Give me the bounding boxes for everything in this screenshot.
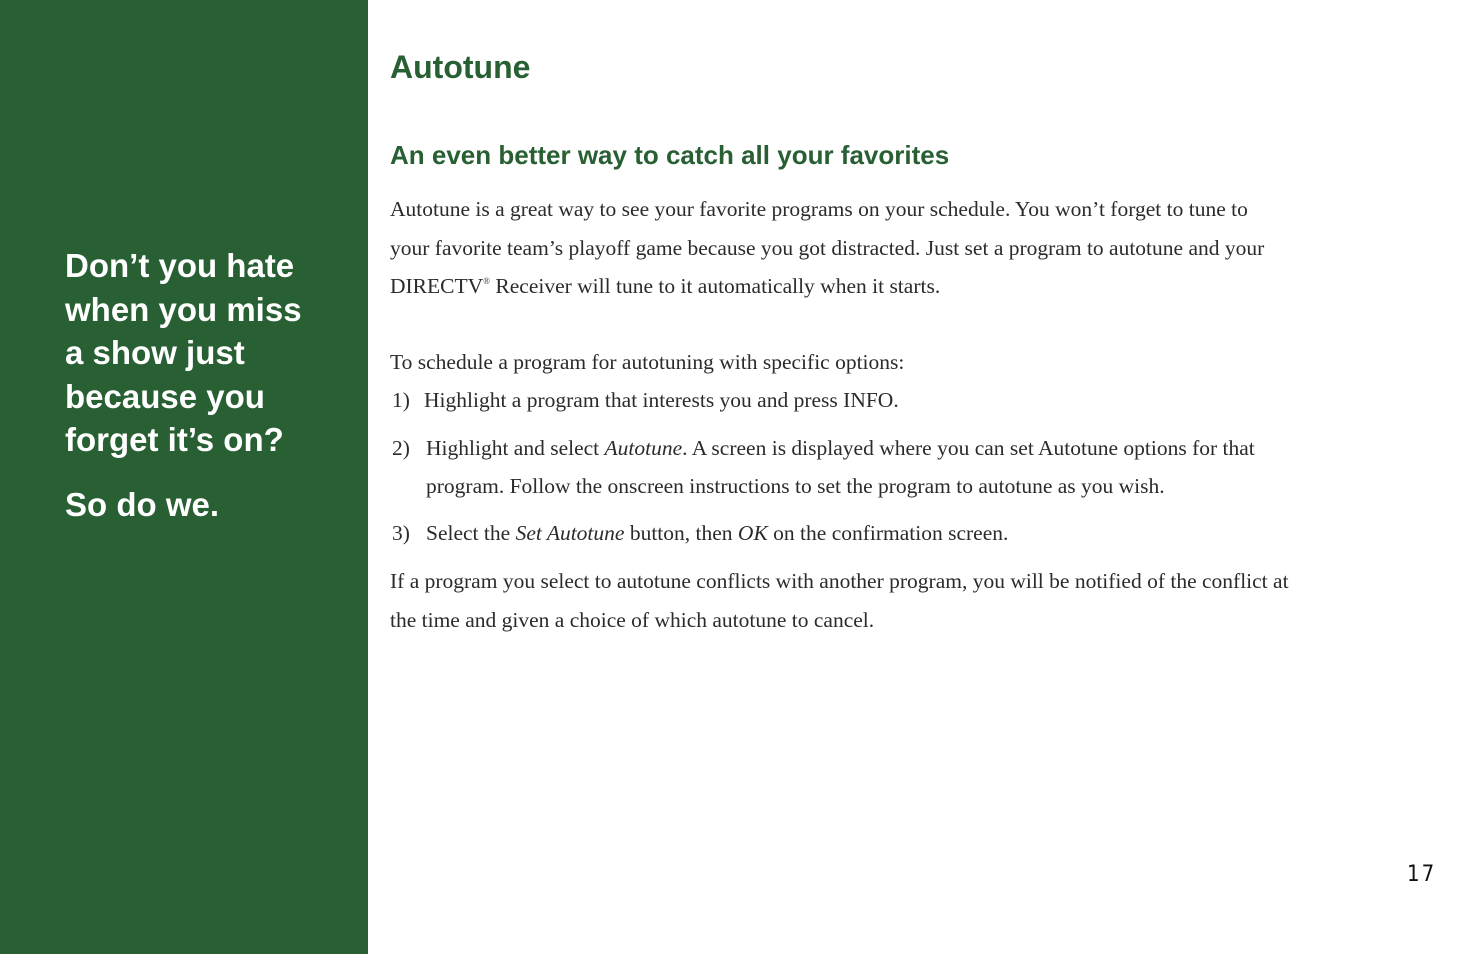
sidebar-answer: So do we. <box>65 486 220 523</box>
step-number: 2) <box>392 436 410 460</box>
intro-line <box>390 267 1390 306</box>
sidebar-quote-line: because you <box>65 377 265 415</box>
registered-mark: ® <box>483 276 491 286</box>
intro-paragraph <box>390 190 1390 306</box>
step-text <box>426 514 1008 553</box>
instructions-lead: To schedule a program for autotuning with specific options: <box>390 350 905 374</box>
step-text <box>426 429 1255 468</box>
step-number: 3) <box>392 521 410 545</box>
conflict-line: If a program you select to autotune conflicts with another program, you will be notified of the conflict at <box>390 569 1289 593</box>
page-number: 17 <box>1407 862 1437 887</box>
step-emphasis: Set Autotune <box>515 521 625 545</box>
section-subtitle: An even better way to catch all your favorites <box>390 140 950 170</box>
step-text: Highlight a program that interests you and press INFO. <box>424 388 899 412</box>
step-continuation: program. Follow the onscreen instructions to set the program to autotune as you wish. <box>426 474 1165 498</box>
sidebar-quote-line: forget it’s on? <box>65 421 284 458</box>
step-text-part: Select the <box>426 521 516 545</box>
sidebar-quote <box>65 244 355 462</box>
step-text-part: . A screen is displayed where you can set Autotune options for that <box>682 436 1255 460</box>
step-text-part: on the confirmation screen. <box>767 521 1009 545</box>
brand-name: DIRECTV <box>390 274 484 298</box>
sidebar-panel <box>0 0 368 954</box>
sidebar-quote-line: Don’t you hate <box>65 247 295 284</box>
page-title: Autotune <box>390 49 531 85</box>
step-emphasis: Autotune <box>604 436 683 460</box>
step-emphasis: OK <box>737 521 768 545</box>
intro-line: your favorite team’s playoff game because you got distracted. Just set a program to autotune and your <box>390 235 1265 260</box>
intro-line: Autotune is a great way to see your favorite programs on your schedule. You won’t forget to tune to <box>390 197 1248 221</box>
sidebar-quote-line: when you miss <box>65 290 302 328</box>
step-text-part: Highlight and select <box>426 436 605 460</box>
step-text-part: button, then <box>624 521 738 545</box>
conflict-paragraph <box>390 562 1400 639</box>
step-number: 1) <box>392 388 410 412</box>
intro-line-rest: Receiver will tune to it automatically when it starts. <box>490 274 941 298</box>
conflict-line: the time and given a choice of which autotune to cancel. <box>390 607 875 632</box>
sidebar-quote-line: a show just <box>65 334 245 371</box>
